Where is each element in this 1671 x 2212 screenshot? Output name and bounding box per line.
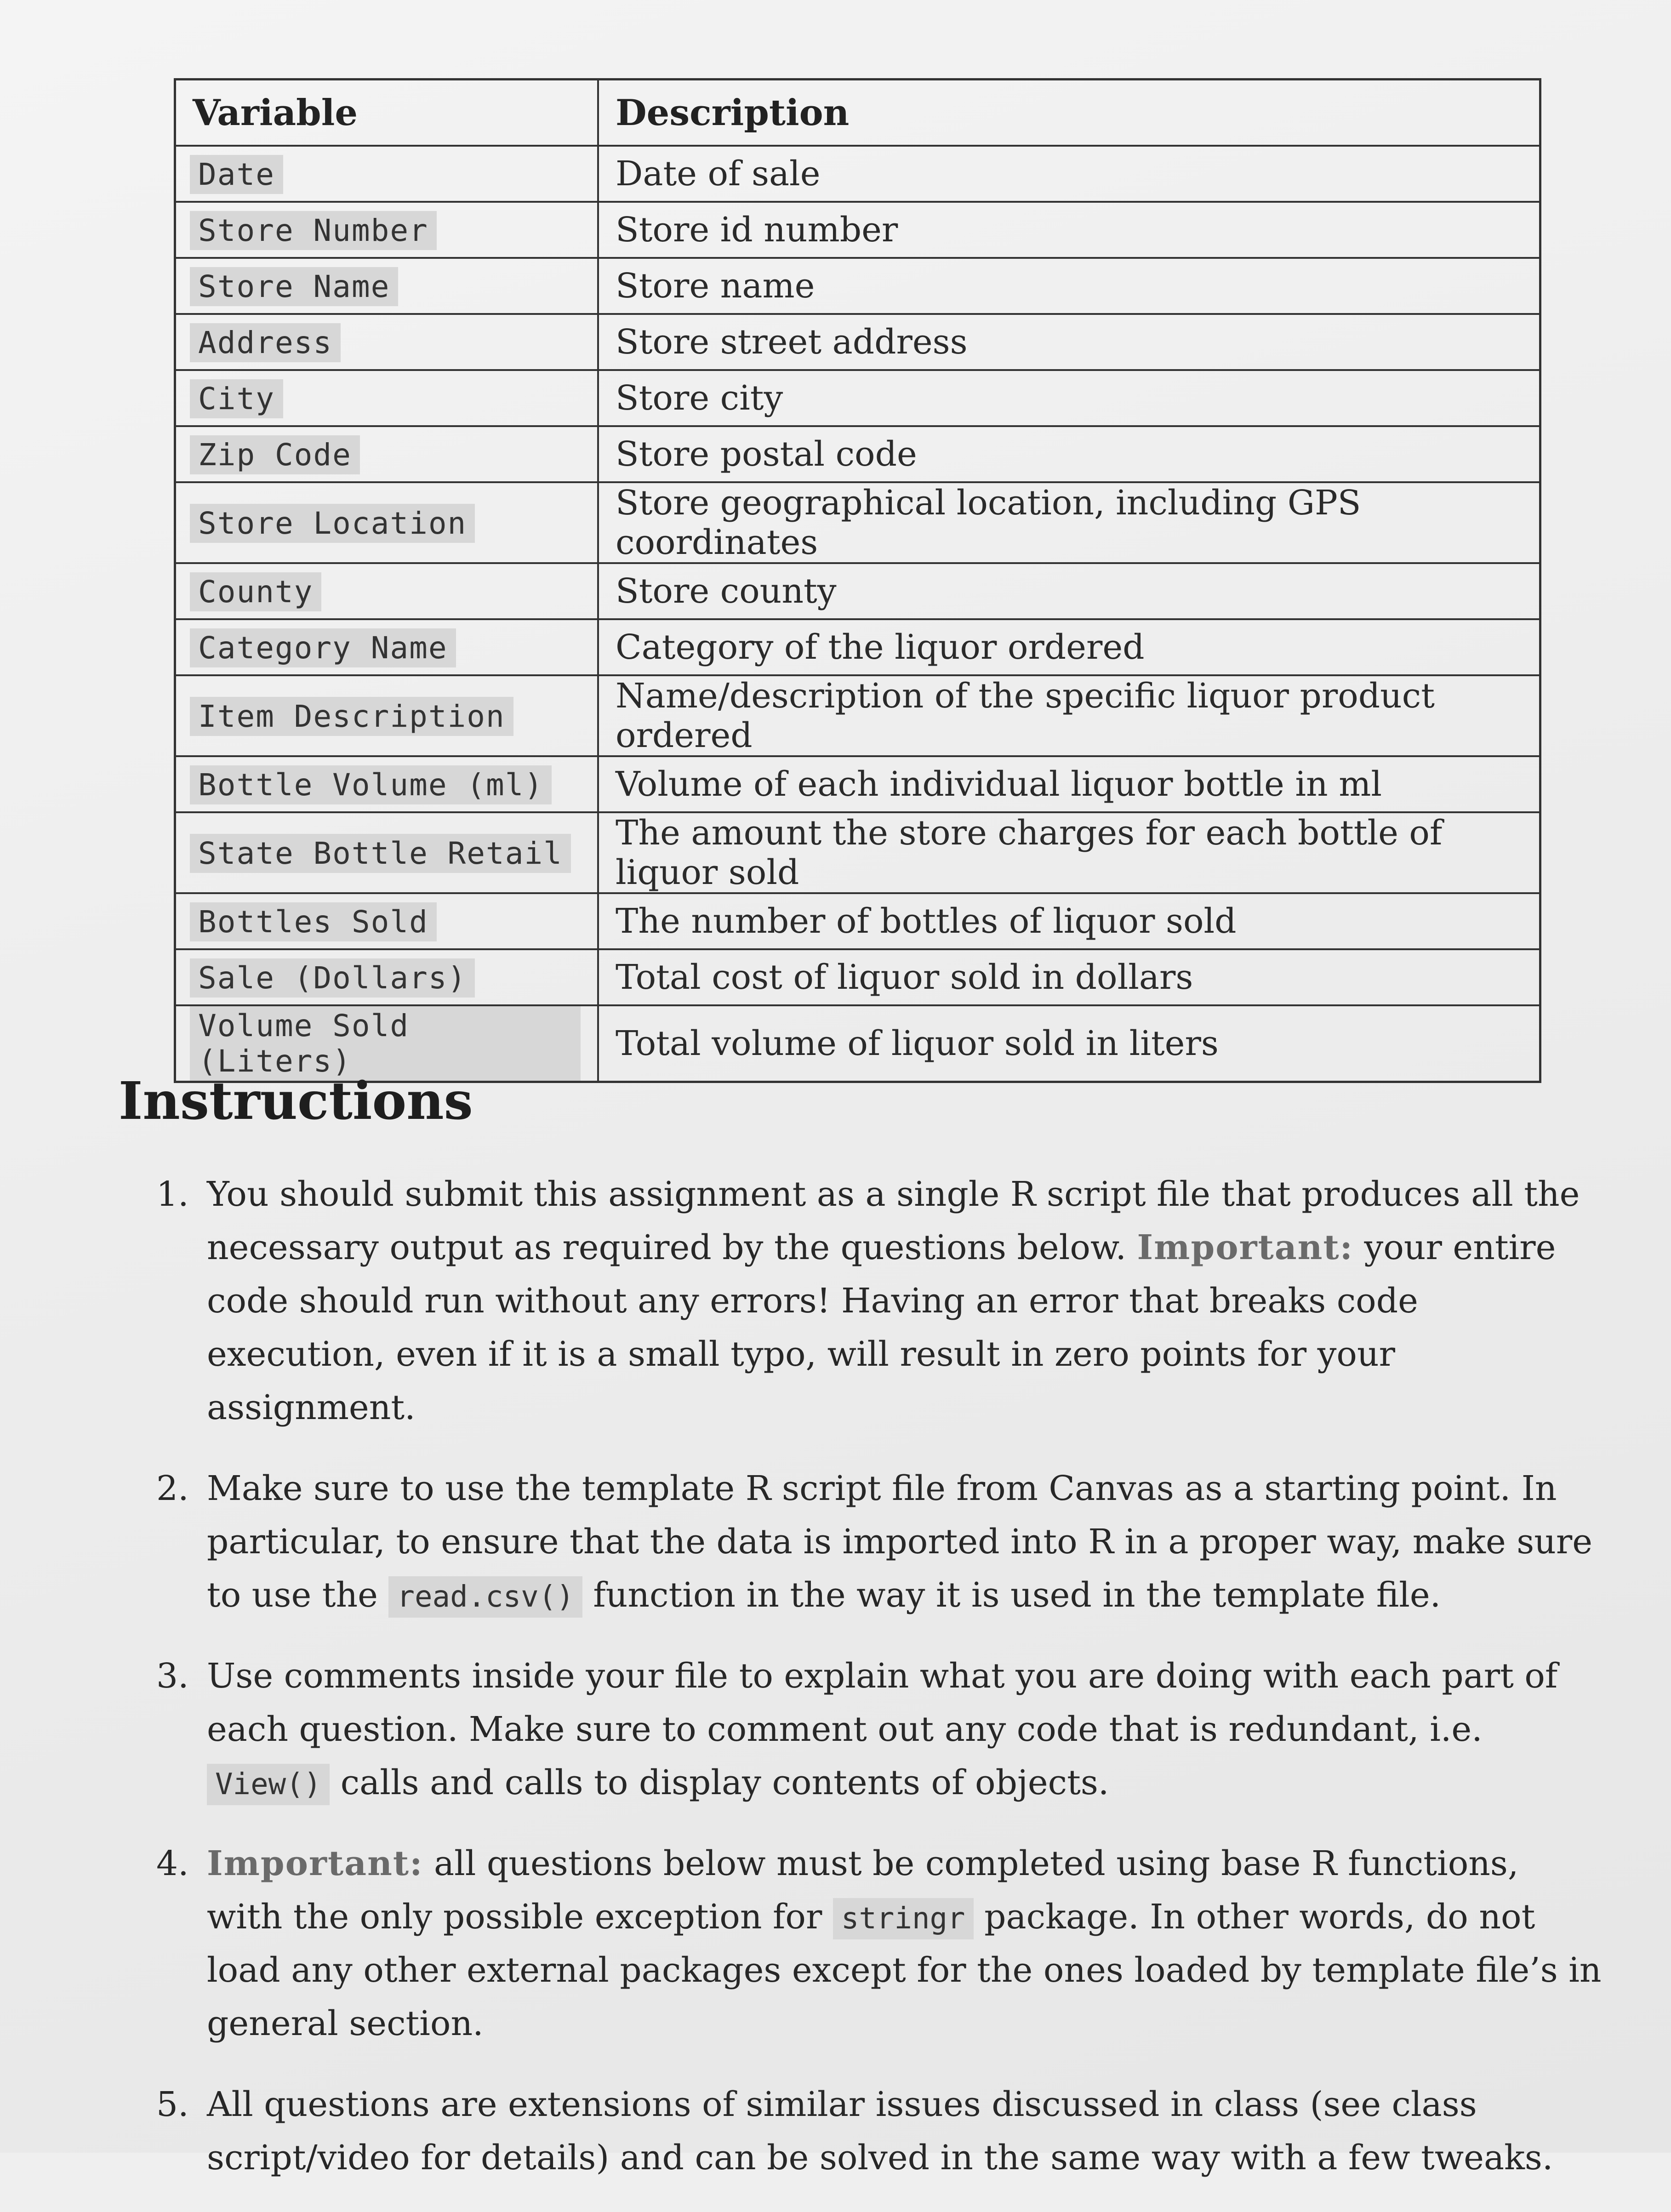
- variable-description: Total cost of liquor sold in dollars: [616, 958, 1193, 997]
- variable-cell: [175, 370, 599, 426]
- description-cell: [598, 370, 1540, 426]
- variable-table: [174, 78, 1541, 1083]
- description-cell: [598, 675, 1540, 756]
- variable-name: Bottles Sold: [190, 902, 437, 941]
- variable-name: State Bottle Retail: [190, 834, 571, 873]
- variable-name: Address: [190, 323, 341, 362]
- instruction-number: 1.: [156, 1174, 189, 1214]
- variable-cell: [175, 756, 599, 812]
- variable-name: Store Name: [190, 267, 398, 306]
- instruction-number: 5.: [156, 2085, 189, 2124]
- instruction-text: package. In other words, do not load any other external packages except for the ones loaded by template file’s in general section.: [207, 1897, 1602, 2043]
- table-row: [175, 563, 1540, 619]
- instruction-text: Make sure to use the template R script file from Canvas as a starting point. In particular, to ensure that the data is imported into R in a proper way, make sure to use the: [207, 1469, 1593, 1615]
- variable-cell: [175, 563, 599, 619]
- variable-description: Store id number: [616, 210, 898, 250]
- variable-name: Volume Sold (Liters): [190, 1006, 581, 1081]
- table-row: [175, 370, 1540, 426]
- table-row: [175, 482, 1540, 563]
- table-row: [175, 949, 1540, 1005]
- table-header-row: [175, 80, 1540, 146]
- code-view: View(): [207, 1764, 330, 1805]
- description-cell: [598, 756, 1540, 812]
- table-row: [175, 146, 1540, 202]
- variable-description: Store city: [616, 378, 783, 418]
- important-label: Important:: [1137, 1228, 1353, 1267]
- table-row: [175, 675, 1540, 756]
- variable-cell: [175, 426, 599, 482]
- variable-cell: [175, 893, 599, 949]
- variable-name: Date: [190, 155, 283, 194]
- variable-name: Sale (Dollars): [190, 958, 475, 998]
- variable-description: Date of sale: [616, 154, 821, 194]
- variable-cell: [175, 314, 599, 370]
- variable-cell: [175, 949, 599, 1005]
- description-cell: [598, 146, 1540, 202]
- table-row: [175, 1005, 1540, 1082]
- description-cell: [598, 563, 1540, 619]
- variable-description: Category of the liquor ordered: [616, 627, 1145, 667]
- variable-name: City: [190, 379, 283, 418]
- variable-description: Total volume of liquor sold in liters: [616, 1024, 1219, 1063]
- instruction-item-5: [156, 2078, 1604, 2184]
- table-row: [175, 756, 1540, 812]
- variable-cell: [175, 258, 599, 314]
- variable-description: The amount the store charges for each bottle of liquor sold: [616, 813, 1443, 892]
- table-body: [175, 146, 1540, 1082]
- instruction-text: Use comments inside your file to explain what you are doing with each part of each question. Make sure to comment out any code that is redundant, i.e.: [207, 1656, 1558, 1749]
- variable-name: Zip Code: [190, 435, 360, 474]
- instruction-item-4: [156, 1837, 1604, 2050]
- table-row: [175, 426, 1540, 482]
- header-description: Description: [598, 80, 1540, 146]
- instruction-text: all questions below must be completed using base R functions, with the only possible exception for: [207, 1844, 1519, 1937]
- instruction-number: 3.: [156, 1656, 189, 1696]
- instruction-text: All questions are extensions of similar issues discussed in class (see class script/video for details) and can be solved in the same way with a few tweaks.: [207, 2085, 1553, 2178]
- instruction-number: 2.: [156, 1469, 189, 1508]
- variable-name: Store Location: [190, 504, 475, 543]
- important-label: Important:: [207, 1844, 423, 1883]
- table-row: [175, 314, 1540, 370]
- description-cell: [598, 619, 1540, 675]
- variable-description: Store postal code: [616, 434, 917, 474]
- variable-cell: [175, 675, 599, 756]
- variable-name: Category Name: [190, 628, 456, 667]
- variable-description: Store county: [616, 571, 837, 611]
- variable-description: Store name: [616, 266, 815, 306]
- description-cell: [598, 482, 1540, 563]
- variable-cell: [175, 482, 599, 563]
- variable-name: County: [190, 572, 321, 611]
- variable-description: Store geographical location, including GPS coordinates: [616, 483, 1361, 562]
- variable-description: Volume of each individual liquor bottle in ml: [616, 764, 1382, 804]
- instruction-item-2: [156, 1462, 1604, 1622]
- variable-cell: [175, 146, 599, 202]
- table-row: [175, 619, 1540, 675]
- description-cell: [598, 893, 1540, 949]
- instruction-text: function in the way it is used in the template file.: [582, 1575, 1441, 1615]
- variable-cell: [175, 202, 599, 258]
- instruction-text: calls and calls to display contents of objects.: [330, 1763, 1109, 1802]
- description-cell: [598, 949, 1540, 1005]
- instructions-title: Instructions: [119, 1071, 473, 1131]
- table-row: [175, 893, 1540, 949]
- description-cell: [598, 202, 1540, 258]
- instructions-list: [156, 1168, 1604, 2212]
- header-variable: Variable: [175, 80, 599, 146]
- variable-cell: [175, 1005, 599, 1082]
- variable-description: The number of bottles of liquor sold: [616, 901, 1237, 941]
- instruction-item-3: [156, 1649, 1604, 1809]
- description-cell: [598, 426, 1540, 482]
- variable-cell: [175, 619, 599, 675]
- variable-name: Bottle Volume (ml): [190, 765, 552, 804]
- variable-description: Store street address: [616, 322, 968, 362]
- table-row: [175, 202, 1540, 258]
- table-row: [175, 812, 1540, 893]
- description-cell: [598, 314, 1540, 370]
- code-stringr: stringr: [833, 1898, 974, 1939]
- instruction-item-1: [156, 1168, 1604, 1434]
- variable-description: Name/description of the specific liquor product ordered: [616, 676, 1435, 755]
- instruction-text: your entire code should run without any errors! Having an error that breaks code execution, even if it is a small typo, will result in zero points for your assignment.: [207, 1228, 1556, 1427]
- description-cell: [598, 1005, 1540, 1082]
- instruction-number: 4.: [156, 1844, 189, 1883]
- variable-name: Item Description: [190, 697, 513, 736]
- variable-cell: [175, 812, 599, 893]
- instruction-text: You should submit this assignment as a single R script file that produces all the necessary output as required by the questions below.: [207, 1174, 1580, 1267]
- code-read-csv: read.csv(): [388, 1576, 582, 1618]
- variable-name: Store Number: [190, 211, 437, 250]
- table-row: [175, 258, 1540, 314]
- description-cell: [598, 812, 1540, 893]
- description-cell: [598, 258, 1540, 314]
